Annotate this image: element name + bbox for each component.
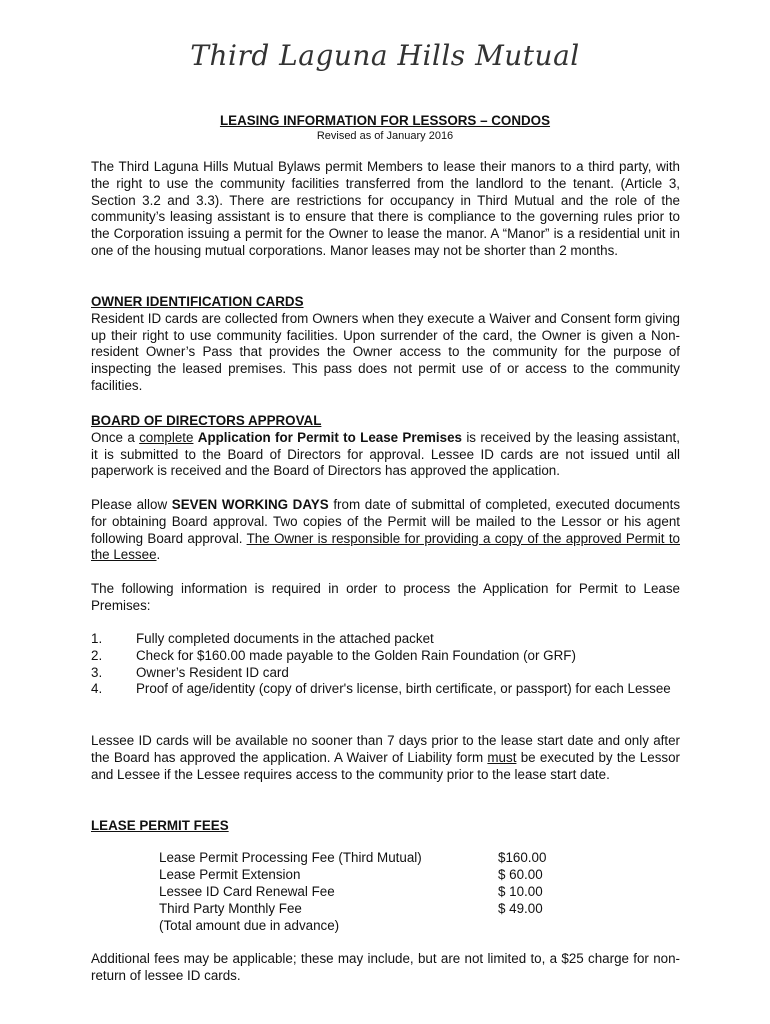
lessee-id-paragraph: Lessee ID cards will be available no sooner than 7 days prior to the lease start date and only after the Board has approved the application. A Waiver of Liability form must be executed by the Lessor and Lessee if the Lessee requires access to the community prior to the lease start date. xyxy=(91,733,680,782)
fee-row: Lease Permit Extension $ 60.00 xyxy=(159,867,543,882)
list-item: 4. Proof of age/identity (copy of driver's license, birth certificate, or passport) for each Lessee xyxy=(91,681,671,697)
list-item: 1. Fully completed documents in the attached packet xyxy=(91,631,434,646)
requirements-intro: The following information is required in order to process the Application for Permit to Lease Premises: xyxy=(91,581,680,613)
fee-row: Lessee ID Card Renewal Fee $ 10.00 xyxy=(159,884,543,899)
fee-row: Third Party Monthly Fee $ 49.00 xyxy=(159,901,543,916)
list-item: 3. Owner’s Resident ID card xyxy=(91,664,289,680)
fees-table xyxy=(159,850,559,935)
board-approval-paragraph-2: Please allow SEVEN WORKING DAYS from date of submittal of completed, executed documents for obtaining Board approval. Two copies of the Permit will be mailed to the Lessor or his agent following Board approval. The Owner is responsible for providing a copy of the approved Permit to the Lessee. xyxy=(91,497,681,563)
list-item: 2. Check for $160.00 made payable to the Golden Rain Foundation (or GRF) xyxy=(91,647,576,663)
fee-row: Lease Permit Processing Fee (Third Mutual) $160.00 xyxy=(159,850,547,865)
board-approval-heading: BOARD OF DIRECTORS APPROVAL xyxy=(91,413,322,428)
mutual-logo: Third Laguna Hills Mutual xyxy=(190,39,580,72)
board-approval-section xyxy=(91,413,680,480)
owner-id-text: Resident ID cards are collected from Owners when they execute a Waiver and Consent form giving up their right to use community facilities. Upon surrender of the card, the Owner is given a Non-resident Owner’s Pass that provides the Owner access to the community for the purpose of inspecting the leased premises. This pass does not permit use of or access to the community facilities. xyxy=(91,310,680,393)
revision-date: Revised as of January 2016 xyxy=(316,130,454,142)
fee-row: (Total amount due in advance) xyxy=(159,918,340,933)
board-text-1: Once a complete Application for Permit to Lease Premises is received by the leasing assistant, it is submitted to the Board of Directors for approval. Lessee ID cards are not issued until all paperwork is received and the Board of Directors has approved the application. xyxy=(91,429,680,479)
document-title: LEASING INFORMATION FOR LESSORS – CONDOS xyxy=(219,113,551,128)
intro-paragraph: The Third Laguna Hills Mutual Bylaws permit Members to lease their manors to a third party, with the right to use the community facilities transferred from the landlord to the tenant. (Article 3, Section 3.2 and 3.3). There are restrictions for occupancy in Third Mutual and the role of the community’s leasing assistant is to ensure that there is compliance to the governing rules prior to the Corporation issuing a permit for the Owner to lease the manor. A “Manor” is a residential unit in one of the housing mutual corporations. Manor leases may not be shorter than 2 months. xyxy=(91,159,680,258)
owner-id-heading: OWNER IDENTIFICATION CARDS xyxy=(91,294,304,309)
requirements-list xyxy=(91,631,680,698)
owner-id-section xyxy=(91,294,680,395)
lease-permit-fees-heading: LEASE PERMIT FEES xyxy=(91,818,229,833)
additional-fees-note: Additional fees may be applicable; these may include, but are not limited to, a $25 charge for non-return of lessee ID cards. xyxy=(91,951,680,983)
